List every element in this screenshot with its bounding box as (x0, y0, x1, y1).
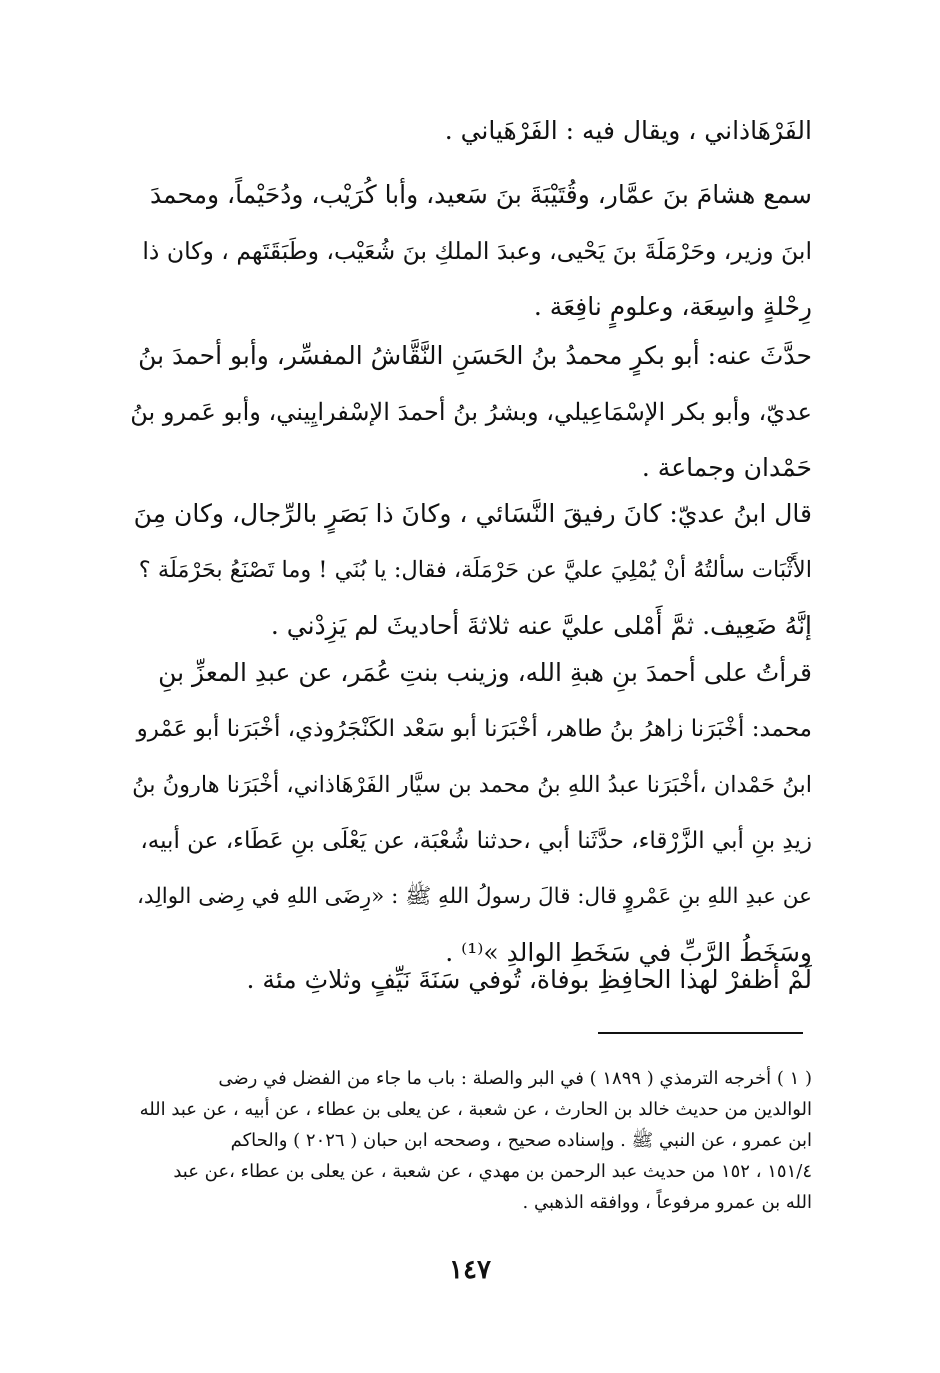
text-line: عديّ، وأبو بكر الإسْمَاعِيلي، وبشرُ بنُ أحمدَ الإسْفرايِيني، وأبو عَمرو بنُ (130, 398, 812, 426)
footnote-line: ابن عمرو ، عن النبي ﷺ . وإسناده صحيح ، وصححه ابن حبان ( ٢٠٢٦ ) والحاكم (230, 1130, 812, 1151)
text-line: وسَخَطُ الرَّبِّ في سَخَطِ الوالدِ »⁽¹⁾ . (445, 938, 812, 967)
text-line: زيدِ بنِ أبي الزَّرْقاء، حدَّثَنا أبي ،حدثنا شُعْبَة، عن يَعْلَى بنِ عَطَاء، عن أبيه، (140, 828, 812, 854)
paragraph-students (130, 328, 812, 496)
footnote-line: ١٥١/٤ ، ١٥٢ من حديث عبد الرحمن بن مهدي ، عن شعبة ، عن يعلى بن عطاء ،عن عبد (173, 1161, 812, 1182)
text-line: قرأتُ على أحمدَ بنِ هبةِ الله، وزينب بنتِ عُمَر، عن عبدِ المعزِّ بنِ (158, 658, 812, 687)
text-line: عن عبدِ اللهِ بنِ عَمْروٍ قال: قالَ رسولُ اللهِ ﷺ : «رِضَى اللهِ في رِضى الوالِد، (136, 884, 812, 909)
text-line: حدَّثَ عنه: أبو بكرٍ محمدُ بنُ الحَسَنِ النَّقَّاشُ المفسِّر، وأبو أحمدَ بنُ (138, 341, 812, 370)
intro-block (130, 103, 812, 159)
footnote-line: ( ١ ) أخرجه الترمذي ( ١٨٩٩ ) في البر والصلة : باب ما جاء من الفضل في رضى (218, 1068, 812, 1089)
footnote-block (130, 1063, 812, 1218)
paragraph-hadith (130, 645, 812, 981)
text-line: حَمْدان وجماعة . (641, 453, 812, 482)
footnote-separator (598, 1032, 803, 1034)
text-line: قال ابنُ عديّ: كانَ رفيقَ النَّسَائي ، وكانَ ذا بَصَرٍ بالرِّجال، وكان مِنَ (133, 499, 812, 528)
text-line: إنَّهُ ضَعِيف. ثمَّ أَمْلى عليَّ عنه ثلاثةَ أحاديثَ لم يَزِدْني . (270, 611, 812, 640)
text-line: سمع هشامَ بنَ عمَّار، وقُتَيْبَةَ بنَ سَعيد، وأبا كُرَيْب، ودُحَيْماً، ومحمدَ (149, 180, 812, 209)
paragraph-death (130, 952, 812, 1008)
text-line: الأَثْبَات سألتُهُ أنْ يُمْلِيَ عليَّ عن حَرْمَلَة، فقال: يا بُنَي ! وما تَصْنَعُ بحَرْمَلَة ؟ (138, 557, 812, 583)
text-line: محمد: أخْبَرَنا زاهرُ بنُ طاهر، أخْبَرَنا أبو سَعْد الكَنْجَرُوذي، أخْبَرَنا أبو عَمْرو (136, 716, 812, 742)
paragraph-ibn-adi (130, 486, 812, 654)
paragraph-teachers (130, 167, 812, 335)
text-line: رِحْلةٍ واسِعَة، وعلومٍ نافِعَة . (533, 292, 812, 321)
footnote-line: الله بن عمرو مرفوعاً ، ووافقه الذهبي . (522, 1192, 812, 1213)
intro-line: الفَرْهَاذاني ، ويقال فيه : الفَرْهَياني . (444, 116, 812, 145)
page-number: ١٤٧ (449, 1255, 491, 1285)
footnote-line: الوالدين من حديث خالد بن الحارث ، عن شعبة ، عن يعلى بن عطاء ، عن أبيه ، عن عبد الله (139, 1099, 812, 1120)
text-line: ابنُ حَمْدان ،أخْبَرَنا عبدُ اللهِ بنُ محمد بن سيَّار الفَرْهَاذاني، أخْبَرَنا هارونُ بنُ (132, 772, 812, 798)
text-line: ابنَ وزير، وحَرْمَلَةَ بنَ يَحْيى، وعبدَ الملكِ بنَ شُعَيْب، وطَبَقَتَهم ، وكان ذا (142, 237, 812, 265)
text-line: لَمْ أظفرْ لهذا الحافِظِ بوفاة، تُوفي سَنَةَ نَيِّفٍ وثلاثِ مئة . (246, 965, 812, 994)
